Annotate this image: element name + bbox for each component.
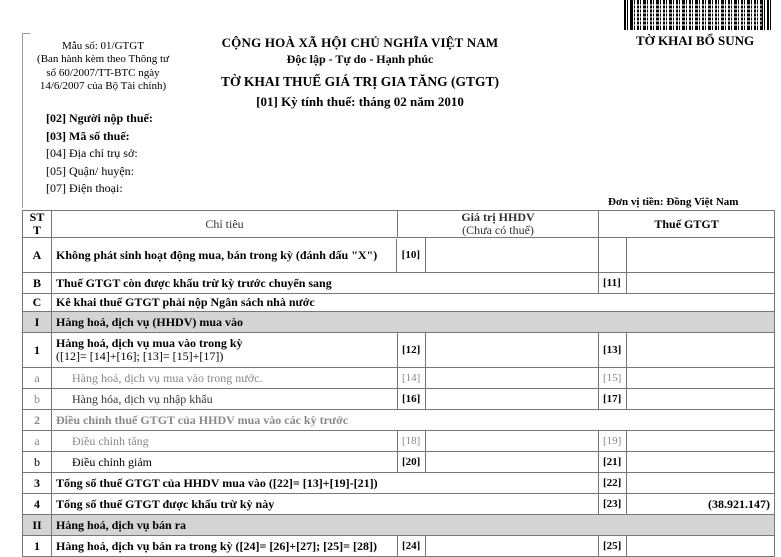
row-value-code: [18] (398, 431, 426, 452)
row-label: Điều chỉnh giảm (52, 452, 398, 473)
row-label: Hàng hoá, dịch vụ (HHDV) mua vào (52, 312, 775, 333)
row-stt: C (23, 294, 52, 312)
table-row (23, 473, 775, 494)
table-row (23, 389, 775, 410)
form-header (190, 35, 530, 110)
row-label-line2: ([12]= [14]+[16]; [13]= [15]+[17]) (56, 349, 224, 363)
table-row (23, 294, 775, 312)
phone-label: [07] Điện thoại: (46, 181, 123, 195)
header-indicator: Chỉ tiêu (52, 211, 398, 238)
form-number-block (28, 40, 178, 93)
row-stt: 4 (23, 494, 52, 515)
taxpayer-info (46, 110, 153, 198)
tax-declaration-table (22, 210, 775, 557)
section-row (23, 312, 775, 333)
row-value-code: [20] (398, 452, 426, 473)
row-tax-code (599, 238, 627, 273)
row-label: Hàng hoá, dịch vụ mua vào trong nước. (52, 368, 398, 389)
table-row (23, 273, 775, 294)
row-stt: B (23, 273, 52, 294)
row-stt: 1 (23, 333, 52, 368)
row-tax-code: [19] (599, 431, 627, 452)
table-row (23, 452, 775, 473)
table-row (23, 333, 775, 368)
row-stt: II (23, 515, 52, 536)
row-tax-value (627, 431, 775, 452)
row-label: Hàng hóa, dịch vụ nhập khẩu (52, 389, 398, 410)
row-tax-value (627, 238, 775, 273)
row-tax-code: [21] (599, 452, 627, 473)
row-label: Điều chỉnh tăng (52, 431, 398, 452)
row-tax-value (627, 273, 775, 294)
row-value (426, 389, 599, 410)
row-label: Không phát sinh hoạt động mua, bán trong kỳ (đánh dấu "X") (56, 247, 378, 262)
row-stt: A (23, 238, 52, 273)
table-row (23, 238, 775, 273)
table-header-row (23, 211, 775, 238)
row-label: Tổng số thuế GTGT của HHDV mua vào ([22]= [13]+[19]-[21]) (52, 473, 599, 494)
country-name: CỘNG HOÀ XÃ HỘI CHỦ NGHĨA VIỆT NAM (221, 35, 499, 50)
table-row (23, 494, 775, 515)
district-label: [05] Quận/ huyện: (46, 163, 134, 178)
form-number: Mẫu số: 01/GTGT (62, 40, 144, 52)
row-value-code: [16] (398, 389, 426, 410)
row-stt: a (23, 368, 52, 389)
form-title: TỜ KHAI THUẾ GIÁ TRỊ GIA TĂNG (GTGT) (221, 74, 499, 89)
row-code: [10] (396, 239, 425, 272)
row-value (426, 333, 599, 368)
row-stt: a (23, 431, 52, 452)
row-value (426, 238, 599, 273)
row-tax-code: [17] (599, 389, 627, 410)
row-value-code: [14] (398, 368, 426, 389)
motto: Độc lập - Tự do - Hạnh phúc (286, 52, 434, 66)
row-value-code: [12] (398, 333, 426, 368)
row-tax-value (627, 452, 775, 473)
row-tax-value (627, 333, 775, 368)
table-row (23, 410, 775, 431)
row-label-line1: Hàng hoá, dịch vụ mua vào trong kỳ (56, 336, 243, 350)
row-tax-value (627, 473, 775, 494)
form-issue-line: (Ban hành kèm theo Thông tư (37, 53, 169, 66)
tax-code-label: [03] Mã số thuế: (46, 128, 130, 143)
table-row (23, 431, 775, 452)
taxpayer-name-label: [02] Người nộp thuế: (46, 111, 153, 125)
address-label: [04] Địa chỉ trụ sở: (46, 146, 138, 160)
row-label: Thuế GTGT còn được khấu trừ kỳ trước chuyển sang (52, 273, 599, 294)
table-row (23, 536, 775, 557)
header-tax: Thuế GTGT (599, 211, 775, 238)
row-tax-code: [13] (599, 333, 627, 368)
row-value (426, 368, 599, 389)
row-tax-value (627, 368, 775, 389)
row-stt: 1 (23, 536, 52, 557)
frame-line-top (22, 33, 30, 34)
row-tax-code: [15] (599, 368, 627, 389)
row-stt: b (23, 389, 52, 410)
row-label: Tổng số thuế GTGT được khấu trừ kỳ này (52, 494, 599, 515)
row-stt: 2 (23, 410, 52, 431)
barcode (624, 0, 772, 30)
supplement-label: TỜ KHAI BỔ SUNG (636, 33, 755, 48)
row-stt: 3 (23, 473, 52, 494)
row-label: Điều chỉnh thuế GTGT của HHDV mua vào các kỳ trước (52, 410, 775, 431)
frame-line (22, 33, 23, 208)
row-label-cell (52, 238, 426, 273)
row-value (426, 431, 599, 452)
header-stt: ST T (23, 211, 52, 238)
row-value-code: [24] (398, 536, 426, 557)
currency-unit: Đơn vị tiền: Đồng Việt Nam (608, 196, 739, 208)
row-label (52, 333, 398, 368)
row-tax-code: [11] (599, 273, 627, 294)
row-tax-amount: (38.921.147) (627, 494, 775, 515)
header-value-line2: (Chưa có thuế) (462, 223, 534, 237)
row-tax-value (627, 536, 775, 557)
header-value (398, 211, 599, 238)
row-stt: I (23, 312, 52, 333)
row-tax-code: [22] (599, 473, 627, 494)
header-value-line1: Giá trị HHDV (461, 210, 535, 224)
table-row (23, 368, 775, 389)
row-label: Kê khai thuế GTGT phải nộp Ngân sách nhà nước (52, 294, 775, 312)
row-value (426, 452, 599, 473)
row-label: Hàng hoá, dịch vụ bán ra (52, 515, 775, 536)
row-tax-code: [25] (599, 536, 627, 557)
row-stt: b (23, 452, 52, 473)
row-label: Hàng hoá, dịch vụ bán ra trong kỳ ([24]= [26]+[27]; [25]= [28]) (52, 536, 398, 557)
row-value (426, 536, 599, 557)
row-tax-code: [23] (599, 494, 627, 515)
form-issue-line: 14/6/2007 của Bộ Tài chính) (39, 79, 167, 92)
section-row (23, 515, 775, 536)
row-tax-value (627, 389, 775, 410)
form-issue-line: số 60/2007/TT-BTC ngày (46, 66, 160, 79)
tax-period: [01] Kỳ tính thuế: tháng 02 năm 2010 (256, 94, 464, 109)
